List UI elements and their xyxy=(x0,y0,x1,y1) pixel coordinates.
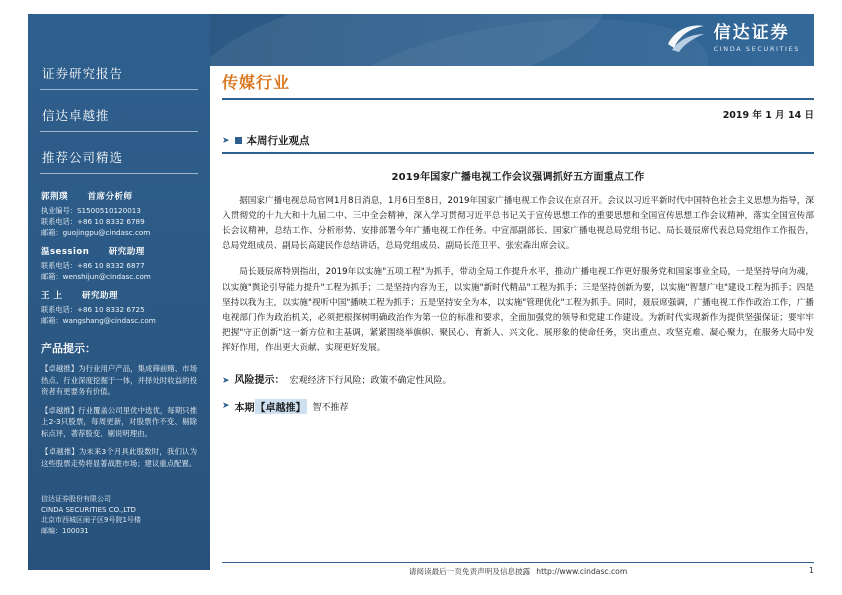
arrow-right-icon: ➤ xyxy=(222,375,230,386)
analyst-list xyxy=(28,190,210,326)
risk-warning-label: 风险提示： xyxy=(234,374,285,386)
sidebar-title-research-report: 证券研究报告 xyxy=(42,66,124,81)
sidebar-divider-3 xyxy=(40,173,198,174)
logo-text-en: CINDA SECURITIES xyxy=(713,44,800,53)
analyst-phone: 联系电话：+86 10 8332 6725 xyxy=(41,305,145,314)
spacer xyxy=(41,282,197,289)
footer-disclaimer: 请阅读最后一页免责声明及信息披露 xyxy=(408,567,531,576)
analyst-entry xyxy=(41,289,197,326)
page-title: 传媒行业 xyxy=(222,73,291,92)
logo-text xyxy=(714,24,800,53)
spacer xyxy=(41,238,197,245)
analyst-license: 执业编号：S1500510120013 xyxy=(41,206,141,215)
analyst-entry xyxy=(41,245,197,282)
analyst-role: 研究助理 xyxy=(81,291,118,301)
page-number: 1 xyxy=(808,566,814,575)
company-logo xyxy=(666,22,800,54)
analyst-name-row xyxy=(41,289,197,301)
logo-text-cn: 信达证券 xyxy=(713,22,790,43)
company-address: 北京市西城区闹子区9号院1号楼 xyxy=(41,516,141,524)
product-note-paragraph: 【卓越推】行业覆盖公司里优中选优，每期只推上2-3只股票，每周更新，对股票作不变、剔除标点评，著荐股变、剔说明理由。 xyxy=(41,405,197,438)
analyst-phone: 联系电话：+86 10 8332 6789 xyxy=(41,217,145,226)
arrow-right-icon: ➤ xyxy=(222,401,230,412)
product-note-paragraph: 【卓越推】为未来3个月具此股数时，我们认为这些股票走势将显著战胜市场；建议重点配置。 xyxy=(41,447,197,468)
section-heading-row xyxy=(222,133,814,148)
product-note-paragraph: 【卓越推】为行业用户产品，集成筛前赌、市场热点、行业深度挖掘于一体，并择处时收益的投资者有更要务有价值。 xyxy=(41,364,197,396)
company-address-block xyxy=(28,494,154,536)
arrow-right-icon: ➤ xyxy=(222,135,230,146)
sidebar xyxy=(28,14,210,570)
sidebar-divider-1 xyxy=(40,89,198,90)
analyst-name: 温session xyxy=(41,247,90,257)
analyst-name-row xyxy=(41,245,197,257)
analyst-name-row xyxy=(41,190,197,202)
company-name-en: CINDA SECURITIES CO.,LTD xyxy=(41,505,136,514)
body-paragraph: 局长聂辰席特别指出，2019年以实施"五项工程"为抓手，带动全局工作提升水平，推动广播电视工作更好服务党和国家事业全局，一是坚持导向为魂，以实施"舆论引导能力提升"工程为抓手；二是坚持内容为王，以实施"新时代精品"工程为抓手；三是坚持创新为要，以实施"智慧广电"建设工程为抓手；四是坚持以我为主，以实施"视听中国"播映工程为抓手；五是坚持安全为本，以实施"管理优化"工程为抓手。同时，聂辰席强调，广播电视工作作政治工作，广播电视部门作为政治机关，必须把根探树明确政治作为第一位的标准和要求，全面加强党的领导和党建工作建设。为新时代实现新作为提供坚强保证；要牢牢把握"守正创新"这一新方位和主基调，紧紧围绕举旗帜、聚民心、育新人、兴文化、展形象的使命任务，突出重点、攻坚克难、凝心聚力，在服务大局中发挥好作用，作出更大贡献、实现更好发展。 xyxy=(222,267,814,354)
footer-url[interactable]: http://www.cindasc.com xyxy=(536,567,628,576)
analyst-email: 邮箱：guojingpu@cindasc.com xyxy=(41,228,151,237)
analyst-phone: 联系电话：+86 10 8332 6877 xyxy=(41,261,145,270)
sidebar-title-recommended-companies: 推荐公司精选 xyxy=(42,150,124,165)
cinda-logo-icon xyxy=(666,22,706,54)
analyst-name: 王 上 xyxy=(41,291,63,301)
analyst-entry xyxy=(41,190,197,238)
company-name-cn: 信达证券股份有限公司 xyxy=(41,495,111,503)
analyst-role: 首席分析师 xyxy=(87,192,133,202)
recommendation-label-highlight: 【卓越推】 xyxy=(255,399,307,414)
section-divider xyxy=(222,152,814,154)
analyst-role: 研究助理 xyxy=(108,247,145,257)
page-footer xyxy=(222,562,814,577)
company-postcode: 邮编：100031 xyxy=(41,526,89,535)
risk-warning-row xyxy=(222,371,814,386)
product-note-title: 产品提示： xyxy=(41,342,96,355)
recommendation-text: 智不推荐 xyxy=(312,402,349,413)
body-paragraph: 据国家广播电视总局官网1月8日消息，1月6日至8日，2019年国家广播电视工作会议在京召开。会议以习近平新时代中国特色社会主义思想为指导，深入贯彻党的十九大和十九届二中、三中全会精神，深入学习贯彻习近平总书记关于宣传思想工作的重要思想和全国宣传思想工作会议精神，落实全国宣传部长会议精神，总结工作、分析形势、安排部署今年广播电视工作任务。中宣部副部长、国家广播电视总局党组书记、局长聂辰席代表总局党组作工作报告，总局党组成员、副局长高建民作总结讲话，总局党组成员、副局长范卫平、张宏森出席会议。 xyxy=(222,195,814,252)
title-divider xyxy=(222,98,814,100)
sidebar-divider-2 xyxy=(40,131,198,132)
recommendation-row xyxy=(222,399,814,414)
risk-warning-text: 宏观经济下行风险；政策不确定性风险。 xyxy=(289,375,452,386)
analyst-email: 邮箱：wangshang@cindasc.com xyxy=(41,316,156,325)
square-bullet-icon xyxy=(235,137,242,144)
analyst-name: 郭荆璞 xyxy=(41,192,69,202)
main-content xyxy=(222,68,814,414)
section-heading-label: 本周行业观点 xyxy=(246,135,310,147)
recommendation-label-pre: 本期 xyxy=(234,402,255,414)
header-banner xyxy=(210,14,814,66)
report-date: 2019 年 1 月 14 日 xyxy=(722,110,814,121)
article-title: 2019年国家广播电视工作会议强调抓好五方面重点工作 xyxy=(391,171,645,183)
sidebar-title-cinda-excellent: 信达卓越推 xyxy=(42,108,110,123)
analyst-email: 邮箱：wenshijun@cindasc.com xyxy=(41,272,151,281)
